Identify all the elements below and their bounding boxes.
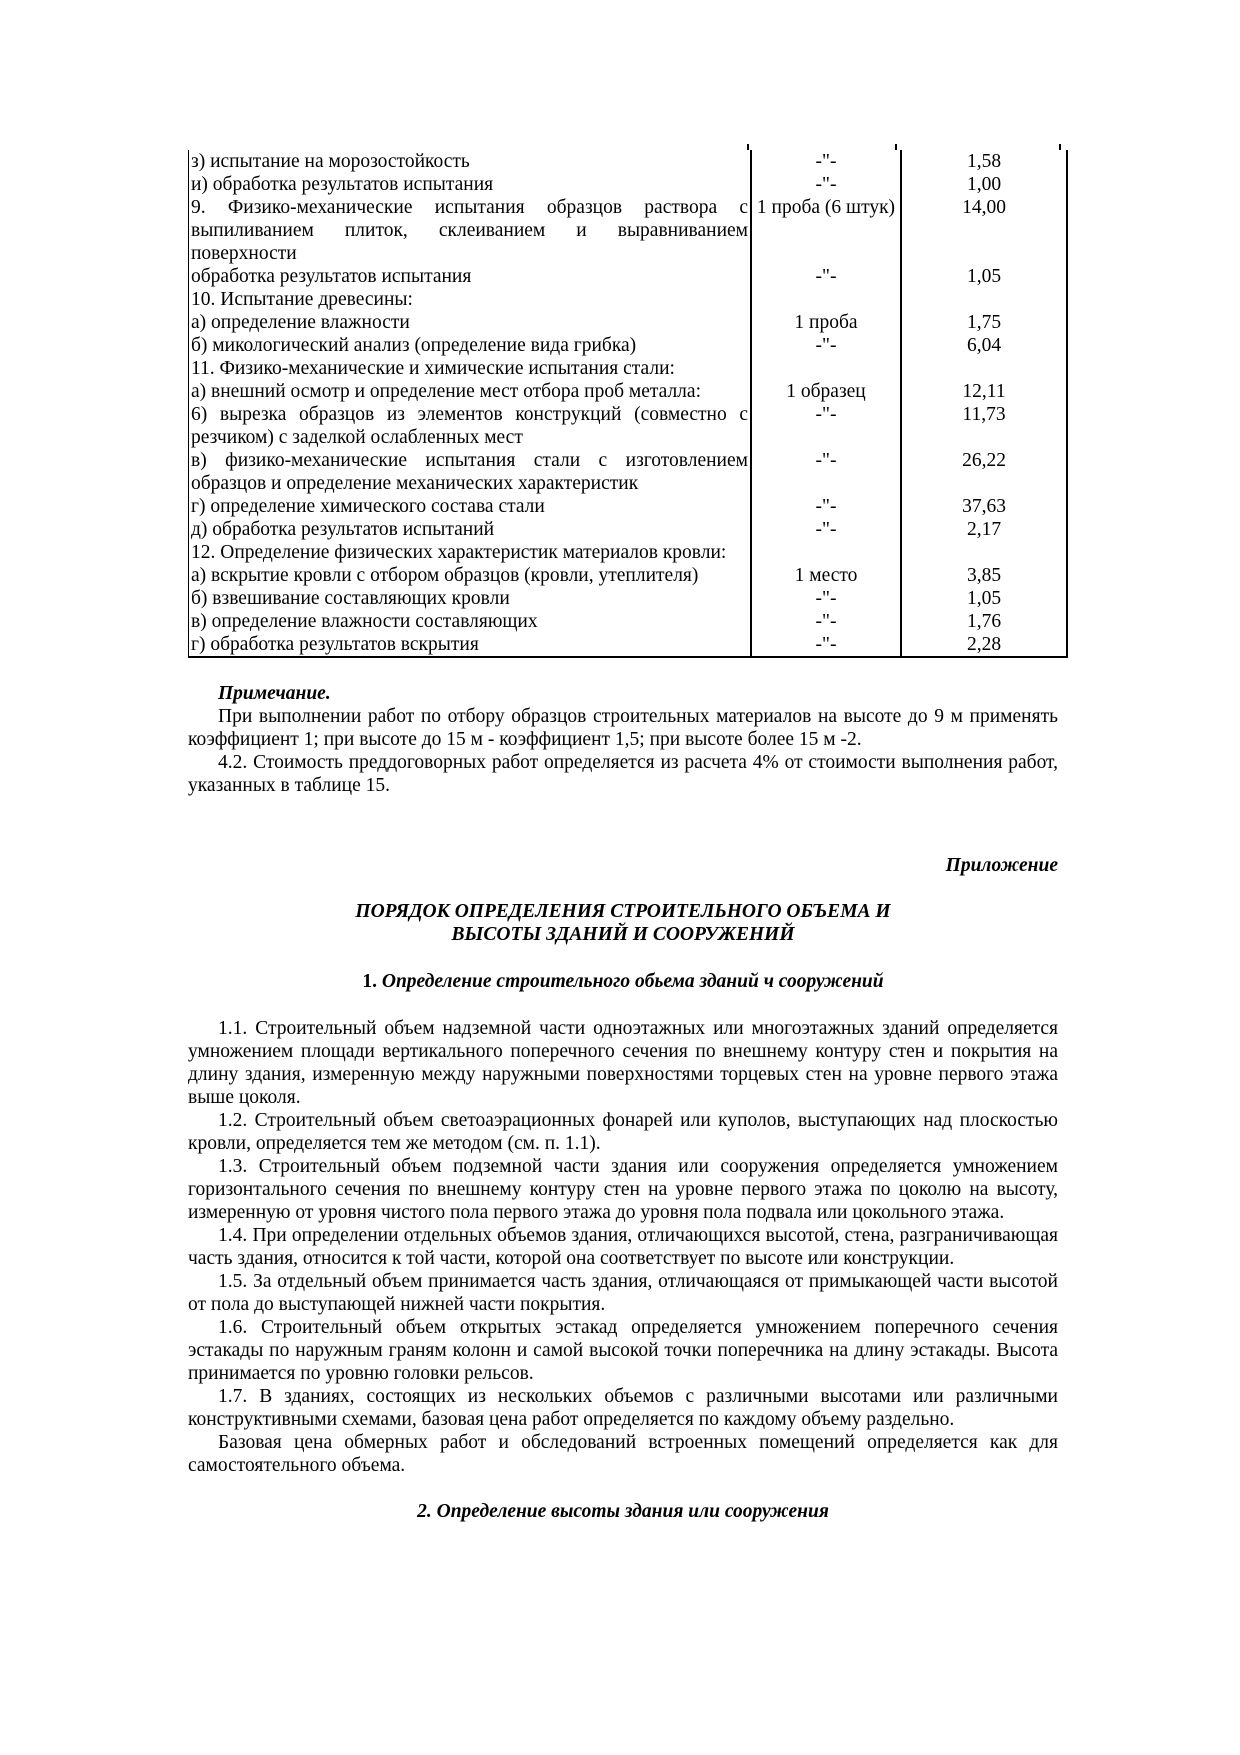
work-name-cell: в) определение влажности составляющих [189,610,752,633]
note-title: Примечание. [218,683,331,704]
table-row [189,518,1068,541]
document-page [188,150,1058,1523]
appendix-title-line2: ВЫСОТЫ ЗДАНИЙ И СООРУЖЕНИЙ [451,924,795,945]
unit-cell: -"- [751,633,901,657]
work-name-cell: 11. Физико-механические и химические испытания стали: [189,357,752,380]
price-cell: 1,05 [901,587,1067,610]
body-paragraph: 1.4. При определении отдельных объемов здания, отличающихся высотой, стена, разграничивающая часть здания, относится к той части, которой она соответствует по высоте или конструкции. [188,1225,1058,1269]
table-top-stub [1059,144,1061,150]
unit-cell: -"- [751,265,901,288]
table-row [189,449,1068,495]
work-name-cell: 10. Испытание древесины: [189,288,752,311]
work-name-cell: а) определение влажности [189,311,752,334]
price-cell: 2,17 [901,518,1067,541]
body-paragraph: 1.7. В зданиях, состоящих из нескольких объемов с различными высотами или различными конструктивными схемами, базовая цена работ определяется по каждому объему раздельно. [188,1386,1058,1430]
work-name-cell: 9. Физико-механические испытания образцов раствора с выпиливанием плиток, склеиванием и выравниванием поверхности [189,196,752,265]
appendix-label: Приложение [945,855,1058,876]
unit-cell: -"- [751,518,901,541]
work-name-cell: б) взвешивание составляющих кровли [189,587,752,610]
table-row [189,196,1068,265]
unit-cell: -"- [751,403,901,449]
price-cell: 14,00 [901,196,1067,265]
table-row [189,587,1068,610]
unit-cell: -"- [751,173,901,196]
unit-cell: -"- [751,587,901,610]
work-name-cell: г) определение химического состава стали [189,495,752,518]
price-table [188,150,1068,658]
appendix-title-line1: ПОРЯДОК ОПРЕДЕЛЕНИЯ СТРОИТЕЛЬНОГО ОБЪЕМА И [355,901,891,922]
table-row [189,403,1068,449]
work-name-cell: обработка результатов испытания [189,265,752,288]
work-name-cell: а) вскрытие кровли с отбором образцов (кровли, утеплителя) [189,564,752,587]
price-cell [901,541,1067,564]
table-row [189,288,1068,311]
table-row [189,150,1068,173]
table-row [189,564,1068,587]
price-cell: 3,85 [901,564,1067,587]
table-row [189,173,1068,196]
section1-number: 1. [362,971,377,992]
section1-title: Определение строительного обьема зданий ч сооружений [381,971,884,992]
body-paragraph: 1.1. Строительный объем надземной части одноэтажных или многоэтажных зданий определяется умножением площади вертикального поперечного сечения по внешнему контуру стен и покрытия на длину здания, измеренную между наружными поверхностями торцевых стен на уровне первого этажа выше цоколя. [188,1018,1058,1108]
table-top-stub [747,144,749,150]
section2-heading: 2. Определение высоты здания или сооружения [417,1501,829,1522]
section1-heading [188,970,1058,993]
table-row [189,380,1068,403]
unit-cell: 1 образец [751,380,901,403]
table-row [189,311,1068,334]
unit-cell: 1 проба [751,311,901,334]
work-name-cell: б) микологический анализ (определение вида грибка) [189,334,752,357]
body-paragraph: 1.5. За отдельный объем принимается часть здания, отличающаяся от примыкающей части высотой от пола до выступающей нижней части покрытия. [188,1271,1058,1315]
price-cell: 1,75 [901,311,1067,334]
price-cell: 2,28 [901,633,1067,657]
work-name-cell: д) обработка результатов испытаний [189,518,752,541]
table-row [189,357,1068,380]
price-cell: 1,05 [901,265,1067,288]
body-paragraph: 1.2. Строительный объем светоаэрационных фонарей или куполов, выступающих над плоскостью кровли, определяется тем же методом (см. п. 1.1). [188,1110,1058,1154]
table-row [189,265,1068,288]
work-name-cell: г) обработка результатов вскрытия [189,633,752,657]
unit-cell: -"- [751,150,901,173]
unit-cell [751,288,901,311]
work-name-cell: з) испытание на морозостойкость [189,150,752,173]
body-paragraph: 1.6. Строительный объем открытых эстакад определяется умножением поперечного сечения эстакады по наружным граням колонн и самой высокой точки поперечника на длину эстакады. Высота принимается по уровню головки рельсов. [188,1317,1058,1384]
clause-4-2: 4.2. Стоимость преддоговорных работ определяется из расчета 4% от стоимости выполнения работ, указанных в таблице 15. [188,752,1058,796]
table-row [189,541,1068,564]
appendix-title [188,900,1058,946]
body-paragraph: 1.3. Строительный объем подземной части здания или сооружения определяется умножением горизонтального сечения по внешнему контуру стен на уровне первого этажа по цоколю на высоту, измеренную от уровня чистого пола первого этажа до уровня пола подвала или цокольного этажа. [188,1156,1058,1223]
note-text: При выполнении работ по отбору образцов строительных материалов на высоте до 9 м применять коэффициент 1; при высоте до 15 м - коэффициент 1,5; при высоте более 15 м -2. [188,706,1058,750]
work-name-cell: 6) вырезка образцов из элементов конструкций (совместно с резчиком) с заделкой ослабленных мест [189,403,752,449]
price-cell: 37,63 [901,495,1067,518]
price-cell [901,288,1067,311]
body-paragraph: Базовая цена обмерных работ и обследований встроенных помещений определяется как для самостоятельного объема. [188,1432,1058,1476]
work-name-cell: 12. Определение физических характеристик материалов кровли: [189,541,752,564]
unit-cell [751,541,901,564]
unit-cell: 1 место [751,564,901,587]
table-row [189,610,1068,633]
price-cell: 1,76 [901,610,1067,633]
work-name-cell: в) физико-механические испытания стали с изготовлением образцов и определение механических характеристик [189,449,752,495]
work-name-cell: а) внешний осмотр и определение мест отбора проб металла: [189,380,752,403]
price-cell: 12,11 [901,380,1067,403]
unit-cell: 1 проба (6 штук) [751,196,901,265]
price-cell: 11,73 [901,403,1067,449]
section1-body [188,1017,1058,1477]
unit-cell: -"- [751,495,901,518]
table-row [189,633,1068,657]
price-cell: 26,22 [901,449,1067,495]
unit-cell [751,357,901,380]
table-row [189,495,1068,518]
unit-cell: -"- [751,449,901,495]
price-cell: 1,58 [901,150,1067,173]
price-cell: 6,04 [901,334,1067,357]
price-cell: 1,00 [901,173,1067,196]
unit-cell: -"- [751,610,901,633]
work-name-cell: и) обработка результатов испытания [189,173,752,196]
unit-cell: -"- [751,334,901,357]
table-row [189,334,1068,357]
table-top-stub [895,144,897,150]
price-cell [901,357,1067,380]
